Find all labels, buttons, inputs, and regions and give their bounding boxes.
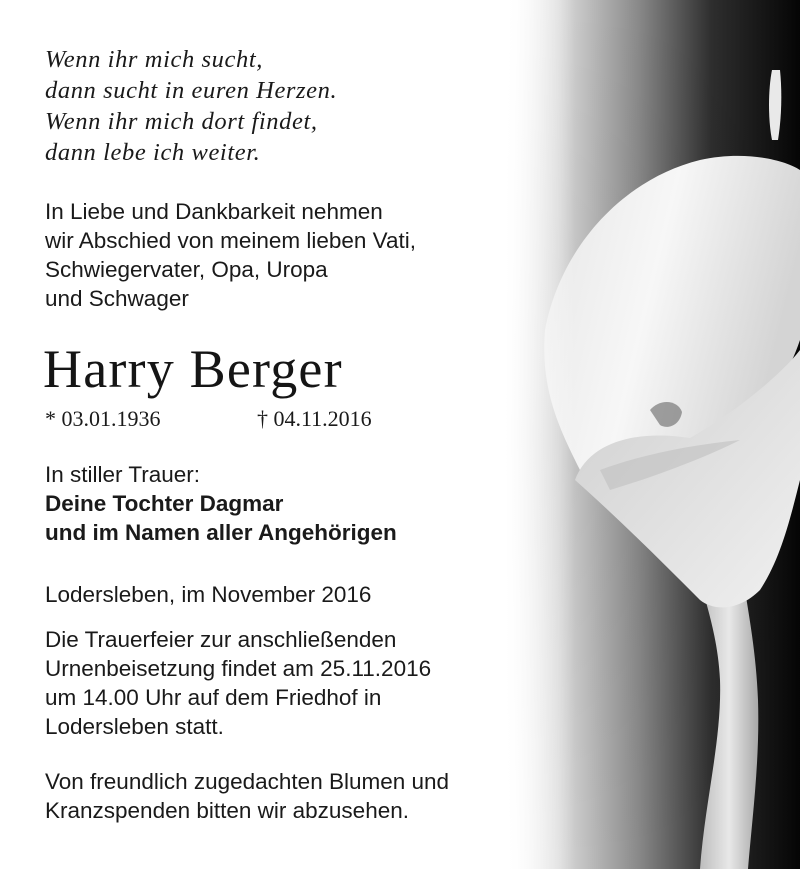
intro-line: und Schwager: [45, 286, 189, 311]
poem-line: Wenn ihr mich dort findet,: [45, 108, 318, 135]
death-date: † 04.11.2016: [257, 406, 372, 431]
place-date: Lodersleben, im November 2016: [45, 582, 372, 607]
intro-line: Schwiegervater, Opa, Uropa: [45, 257, 328, 282]
mourners-primary: Deine Tochter Dagmar: [45, 491, 284, 516]
poem-line: Wenn ihr mich sucht,: [45, 46, 263, 73]
poem: [45, 44, 337, 168]
funeral-line: um 14.00 Uhr auf dem Friedhof in: [45, 685, 382, 710]
mourners-label: In stiller Trauer:: [45, 462, 201, 487]
flowers-request: [45, 767, 449, 825]
mourners: [45, 460, 397, 547]
farewell-intro: [45, 197, 416, 313]
deceased-name: Harry Berger: [43, 339, 343, 399]
mourners-secondary: und im Namen aller Angehörigen: [45, 520, 397, 545]
funeral-line: Urnenbeisetzung findet am 25.11.2016: [45, 656, 432, 681]
birth-date: * 03.01.1936: [45, 406, 161, 431]
flowers-line: Kranzspenden bitten wir abzusehen.: [45, 798, 409, 823]
poem-line: dann lebe ich weiter.: [45, 139, 261, 166]
flowers-line: Von freundlich zugedachten Blumen und: [45, 769, 450, 794]
intro-line: wir Abschied von meinem lieben Vati,: [45, 228, 417, 253]
funeral-line: Die Trauerfeier zur anschließenden: [45, 627, 397, 652]
intro-line: In Liebe und Dankbarkeit nehmen: [45, 199, 383, 224]
poem-line: dann sucht in euren Herzen.: [45, 77, 338, 104]
funeral-info: [45, 625, 431, 741]
life-dates: [45, 405, 372, 433]
funeral-line: Lodersleben statt.: [45, 714, 224, 739]
